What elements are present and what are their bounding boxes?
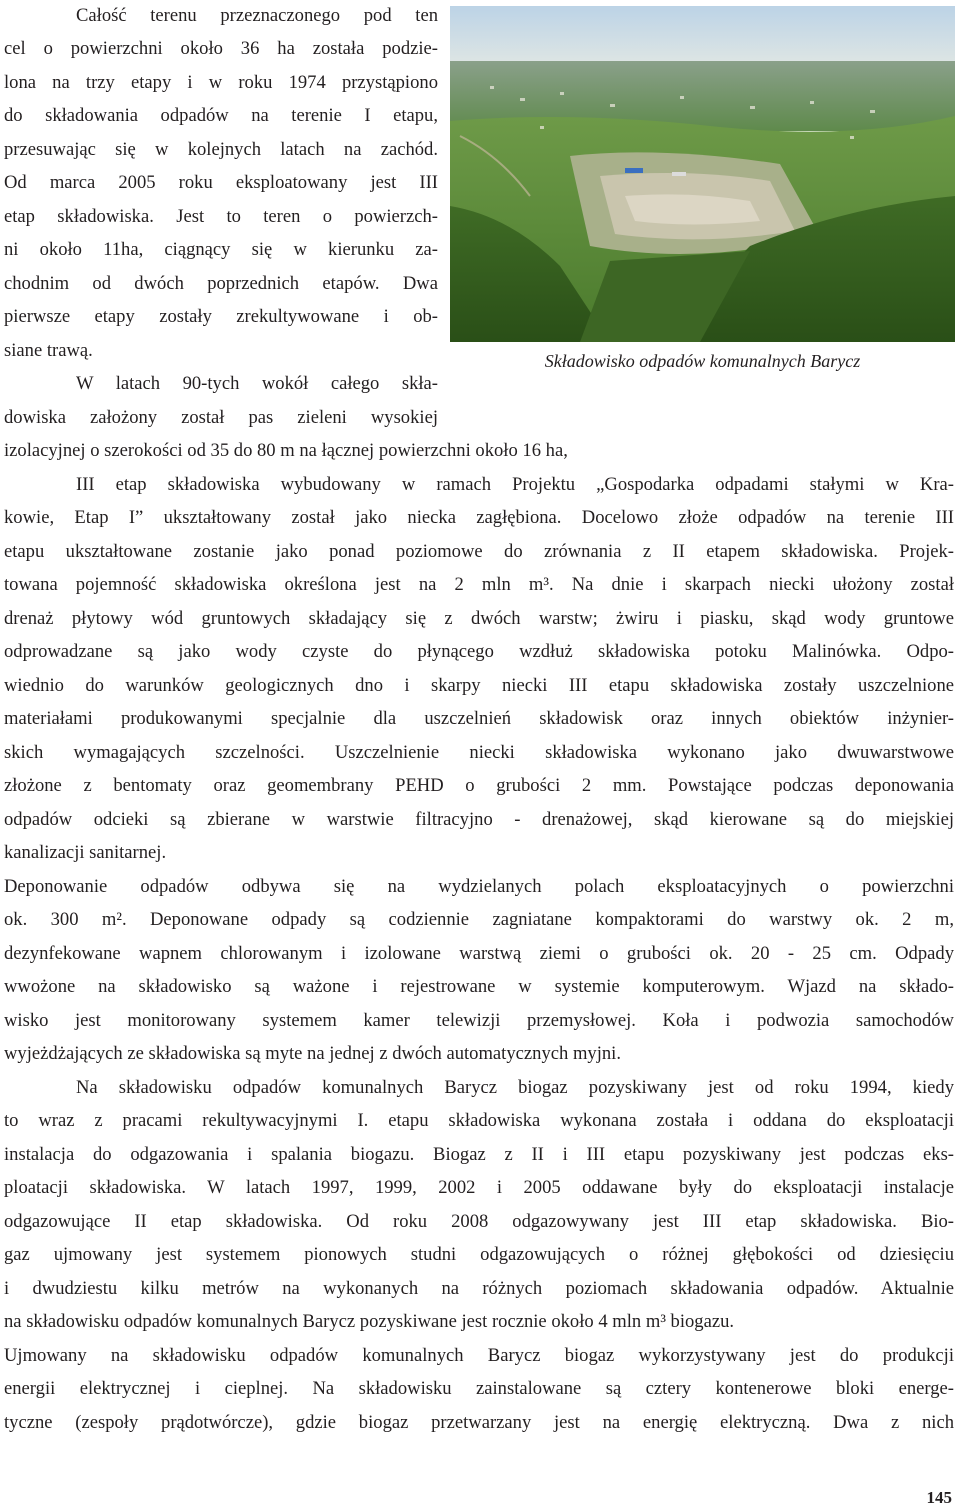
text-line: pierwsze etapy zostały zrekultywowane i ob- <box>4 306 438 327</box>
landfill-aerial-photo <box>450 6 955 342</box>
text-line: lona na trzy etapy i w roku 1974 przystąpiono <box>4 72 438 93</box>
text-line: tyczne (zespoły prądotwórcze), gdzie biogaz przetwarzany jest na energię elektryczną. Dwa z nich <box>4 1412 954 1433</box>
text-line: skich wymagających szczelności. Uszczelnienie niecki składowiska wykonano jako dwuwarstwowe <box>4 742 954 763</box>
text-line: wiednio do warunków geologicznych dno i skarpy niecki III etapu składowiska zostały uszczelnione <box>4 675 954 696</box>
text-line: towana pojemność składowiska określona jest na 2 mln m³. Na dnie i skarpach niecki ułożony został <box>4 574 954 595</box>
text-line: chodnim od dwóch poprzednich etapów. Dwa <box>4 273 438 294</box>
text-line: kanalizacji sanitarnej. <box>4 842 167 863</box>
text-line: drenaż płytowy wód gruntowych składający się z dwóch warstw; żwiru i piasku, skąd wody gruntowe <box>4 608 954 629</box>
text-line: odgazowujące II etap składowiska. Od roku 2008 odgazowywany jest III etap składowiska. Bio- <box>4 1211 954 1232</box>
text-line: III etap składowiska wybudowany w ramach Projektu „Gospodarka odpadami stałymi w Kra- <box>76 474 954 495</box>
text-line: wyjeżdżających ze składowiska są myte na jednej z dwóch automatycznych myjni. <box>4 1043 621 1064</box>
text-line: kowie, Etap I” ukształtowany został jako niecka zagłębiona. Docelowo złoże odpadów na terenie III <box>4 507 954 528</box>
text-line: na składowisku odpadów komunalnych Barycz pozyskiwane jest rocznie około 4 mln m³ biogazu. <box>4 1311 735 1332</box>
text-line: W latach 90-tych wokół całego skła- <box>76 373 438 394</box>
text-line: Na składowisku odpadów komunalnych Barycz biogaz pozyskiwany jest od roku 1994, kiedy <box>76 1077 954 1098</box>
landfill-aerial-image <box>450 6 955 342</box>
text-line: odpadów odcieki są zbierane w warstwie filtracyjno - drenażowej, skąd kierowane są do miejskiej <box>4 809 954 830</box>
text-line: dowiska założony został pas zieleni wysokiej <box>4 407 438 428</box>
text-line: ploatacji składowiska. W latach 1997, 1999, 2002 i 2005 oddawane były do eksploatacji instalacje <box>4 1177 954 1198</box>
text-line: Ujmowany na składowisku odpadów komunalnych Barycz biogaz wykorzystywany jest do produkcji <box>4 1345 954 1366</box>
text-line: siane trawą. <box>4 340 93 361</box>
text-line: izolacyjnej o szerokości od 35 do 80 m na łącznej powierzchni około 16 ha, <box>4 440 568 461</box>
text-line: dezynfekowane wapnem chlorowanym i izolowane warstwą ziemi o grubości ok. 20 - 25 cm. Odpady <box>4 943 954 964</box>
text-line: etapu ukształtowane zostanie jako ponad poziomowe do zrównania z II etapem składowiska. Projek- <box>4 541 954 562</box>
text-line: to wraz z pracami rekultywacyjnymi I. etapu składowiska wykonana została i oddana do eksploatacji <box>4 1110 954 1131</box>
text-line: instalacja do odgazowania i spalania biogazu. Biogaz z II i III etapu pozyskiwany jest podczas eks- <box>4 1144 954 1165</box>
text-line: Deponowanie odpadów odbywa się na wydzielanych polach eksploatacyjnych o powierzchni <box>4 876 954 897</box>
text-line: wisko jest monitorowany systemem kamer telewizji przemysłowej. Koła i podwozia samochodów <box>4 1010 954 1031</box>
page-number: 145 <box>926 1488 952 1507</box>
text-line: wwożone na składowisko są ważone i rejestrowane w systemie komputerowym. Wjazd na składo- <box>4 976 954 997</box>
text-line: materiałami produkowanymi specjalnie dla uszczelnień składowisk oraz innych obiektów inżynier- <box>4 708 954 729</box>
text-line: ok. 300 m². Deponowane odpady są codziennie zagniatane kompaktorami do warstwy ok. 2 m, <box>4 909 954 930</box>
text-line: Całość terenu przeznaczonego pod ten <box>76 5 438 26</box>
text-line: gaz ujmowany jest systemem pionowych studni odgazowujących o różnej głębokości od dziesięciu <box>4 1244 954 1265</box>
text-line: etap składowiska. Jest to teren o powierzch- <box>4 206 438 227</box>
photo-caption: Składowisko odpadów komunalnych Barycz <box>544 351 861 371</box>
text-line: złożone z bentomaty oraz geomembrany PEHD o grubości 2 mm. Powstające podczas deponowania <box>4 775 954 796</box>
text-line: energii elektrycznej i cieplnej. Na składowisku zainstalowane są cztery kontenerowe bloki energe- <box>4 1378 954 1399</box>
text-line: przesuwając się w kolejnych latach na zachód. <box>4 139 438 160</box>
text-line: ni około 11ha, ciągnący się w kierunku za- <box>4 239 438 260</box>
text-line: cel o powierzchni około 36 ha została podzie- <box>4 38 438 59</box>
text-line: Od marca 2005 roku eksploatowany jest III <box>4 172 438 193</box>
text-line: odprowadzane są jako wody czyste do płynącego wzdłuż składowiska potoku Malinówka. Odpo- <box>4 641 954 662</box>
text-line: do składowania odpadów na terenie I etapu, <box>4 105 438 126</box>
text-line: i dwudziestu kilku metrów na wykonanych na różnych poziomach składowania odpadów. Aktualnie <box>4 1278 954 1299</box>
